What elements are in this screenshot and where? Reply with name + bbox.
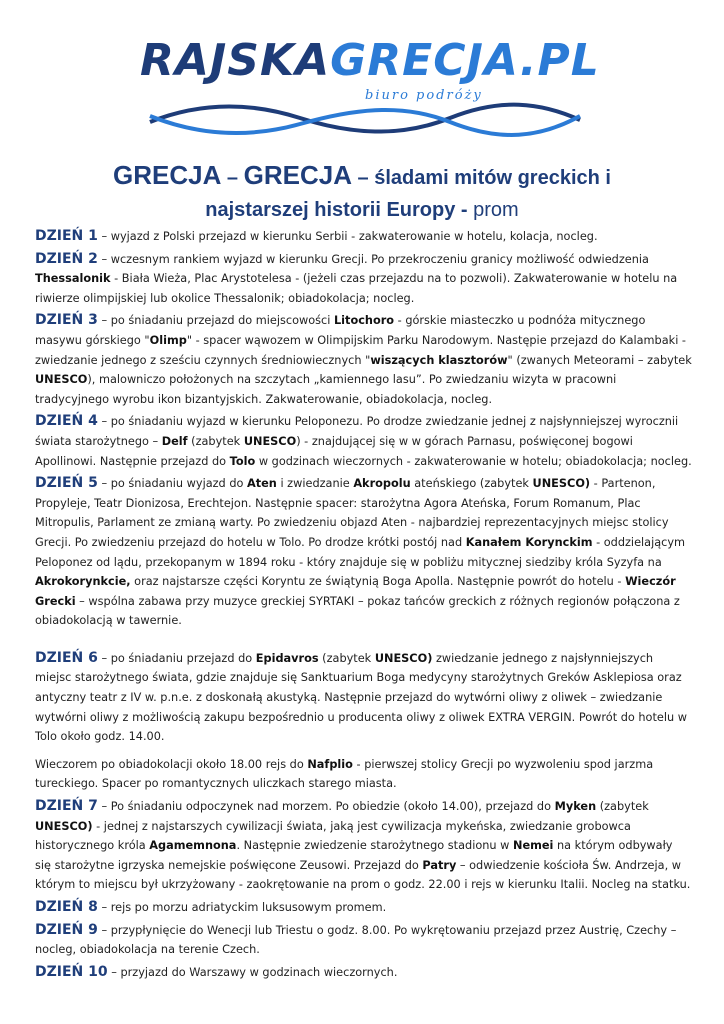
day-10: [35, 963, 692, 983]
day-label: DZIEŃ 6: [35, 649, 98, 666]
day-text: – rejs po morzu adriatyckim luksusowym promem.: [97, 901, 387, 914]
day-8: [35, 898, 692, 918]
itinerary: [35, 224, 692, 982]
day-label: DZIEŃ 10: [35, 963, 108, 980]
day-text: – po śniadaniu przejazd do miejscowości Litochoro - górskie miasteczko u podnóża mitycznego masywu górskiego "Olimp" - spacer wąwozem w Olimpijskim Parku Narodowym. Następie przejazd do Kalambaki - zwiedzanie jednego z sześciu czynnych średniowiecznych "wiszących klasztorów" (zwanych Meteorami – zabytek UNESCO), malowniczo położonych na szczytach „kamiennego lasu”. Po zwiedzaniu wizyta w pracowni tradycyjnego wyrobu ikon bizantyjskich. Zakwaterowanie, obiadokolacja, nocleg.: [35, 314, 692, 406]
day-3: [35, 311, 692, 409]
title-line-1: [30, 160, 694, 195]
day-text: Wieczorem po obiadokolacji około 18.00 rejs do Nafplio - pierwszej stolicy Grecji po wyzwoleniu spod jarzma tureckiego. Spacer po romantycznych uliczkach starego miasta.: [35, 757, 654, 791]
day-label: DZIEŃ 1: [35, 228, 98, 244]
day-text: – przyjazd do Warszawy w godzinach wieczornych.: [107, 965, 398, 979]
day-7: [35, 797, 692, 895]
day-text: – wyjazd z Polski przejazd w kierunku Serbii - zakwaterowanie w hotelu, kolacja, nocleg.: [97, 230, 598, 243]
day-text: – Po śniadaniu odpoczynek nad morzem. Po obiedzie (około 14.00), przejazd do Myken (zabytek UNESCO) - jednej z najstarszych cywilizacji świata, jaką jest cywilizacja mykeńska, zwiedzanie grobowca historycznego króla Agamemnona. Następnie zwiedzenie starożytnego stadionu w Nemei na którym odbywały się starożytne igrzyska nemejskie poświęcone Zeusowi. Przejazd do Patry – odwiedzenie kościoła Św. Andrzeja, w którym to miejscu był ukrzyżowany - zaokrętowanie na prom o godz. 22.00 i rejs w kierunku Italii. Nocleg na statku.: [35, 800, 691, 892]
day-label: DZIEŃ 3: [35, 312, 98, 329]
day-text: – po śniadaniu wyjazd do Aten i zwiedzanie Akropolu ateńskiego (zabytek UNESCO) - Partenon, Propyleje, Teatr Dionizosa, Erechtejon. Następnie spacer: starożytna Agora Ateńska, Forum Romanum, Plac Mitropulis, Parlament ze zmianą warty. Po zwiedzeniu objazd Aten - najbardziej reprezentacyjnych miejsc stolicy Grecji. Po zwiedzeniu przejazd do hotelu w Tolo. Po drodze krótki postój nad Kanałem Korynckim - oddzielającym Peloponez od lądu, przekopanym w 1894 roku - który znajduje się w pobliżu mitycznej siedziby króla Syzyfa na Akrokorynkcie, oraz najstarsze części Koryntu ze świątynią Boga Apolla. Następnie powrót do hotelu - Wieczór Grecki – wspólna zabawa przy muzyce greckiej SYRTAKI – pokaz tańców greckich z różnych regionów połączona z obiadokolacją w tawernie.: [35, 477, 686, 628]
day-label: DZIEŃ 2: [35, 250, 98, 267]
day-text: – po śniadaniu przejazd do Epidavros (zabytek UNESCO) zwiedzanie jednego z najsłynniejszych miejsc starożytnego świata, gdzie znajduje się Sanktuarium Boga medycyny starożytnych Greków Asklepiosa oraz antyczny teatr z IV w. p.n.e. z doskonałą akustyką. Następnie przejazd do wytwórni oliwy z oliwek – zwiedzanie wytwórni oliwy z możliwością zakupu bezpośrednio u producenta oliwy z oliwek EXTRA VERGIN. Powrót do hotelu w Tolo około godz. 14.00.: [35, 651, 687, 744]
day-1: [35, 227, 692, 247]
day-text: – po śniadaniu wyjazd w kierunku Peloponezu. Po drodze zwiedzanie jednej z najsłynniejszej wyrocznii świata starożytnego – Delf (zabytek UNESCO) - znajdującej się w w górach Parnasu, poświęconej bogowi Apollinowi. Następnie przejazd do Tolo w godzinach wieczornych - zakwaterowanie w hotelu; obiadokolacja; nocleg.: [35, 415, 692, 468]
day-label: DZIEŃ 4: [35, 413, 98, 430]
day-label: DZIEŃ 5: [35, 475, 98, 492]
title-dash: –: [221, 167, 244, 189]
title-line2-text: najstarszej historii Europy -: [205, 199, 474, 221]
day-4: [35, 412, 692, 471]
day-6-evening: [35, 755, 692, 794]
day-label: DZIEŃ 8: [35, 899, 98, 915]
day-text: – przypłynięcie do Wenecji lub Triestu o godz. 8.00. Po wykrętowaniu przejazd przez Austrię, Czechy – nocleg, obiadokolacja na terenie Czech.: [35, 923, 677, 957]
day-9: [35, 921, 692, 960]
title-line-2: [30, 195, 694, 227]
day-6: [35, 649, 692, 747]
day-label: DZIEŃ 9: [35, 921, 98, 938]
logo-brand-part1: RAJSKA: [140, 35, 331, 86]
day-label: DZIEŃ 7: [35, 798, 98, 815]
logo-waves-icon: [140, 102, 590, 142]
logo-tagline: biuro podróży: [365, 88, 483, 103]
title-part2: GRECJA: [243, 160, 352, 190]
title-part1: GRECJA: [113, 160, 222, 190]
logo: [140, 35, 600, 146]
day-text: – wczesnym rankiem wyjazd w kierunku Grecji. Po przekroczeniu granicy możliwość odwiedzenia Thessalonik - Biała Wieża, Plac Arystotelesa - (jeżeli czas przejazdu na to pozwoli). Zakwaterowanie w hotelu na riwierze olimpijskiej lub okolice Thessalonik; obiadokolacja; nocleg.: [35, 252, 678, 305]
title-line2-suffix: prom: [473, 199, 519, 221]
day-5: [35, 474, 692, 631]
day-2: [35, 250, 692, 309]
logo-brand-part2: GRECJA.PL: [330, 35, 600, 86]
page-title: [30, 160, 694, 227]
logo-brand: [140, 35, 600, 86]
title-part3: – śladami mitów greckich i: [351, 167, 611, 189]
